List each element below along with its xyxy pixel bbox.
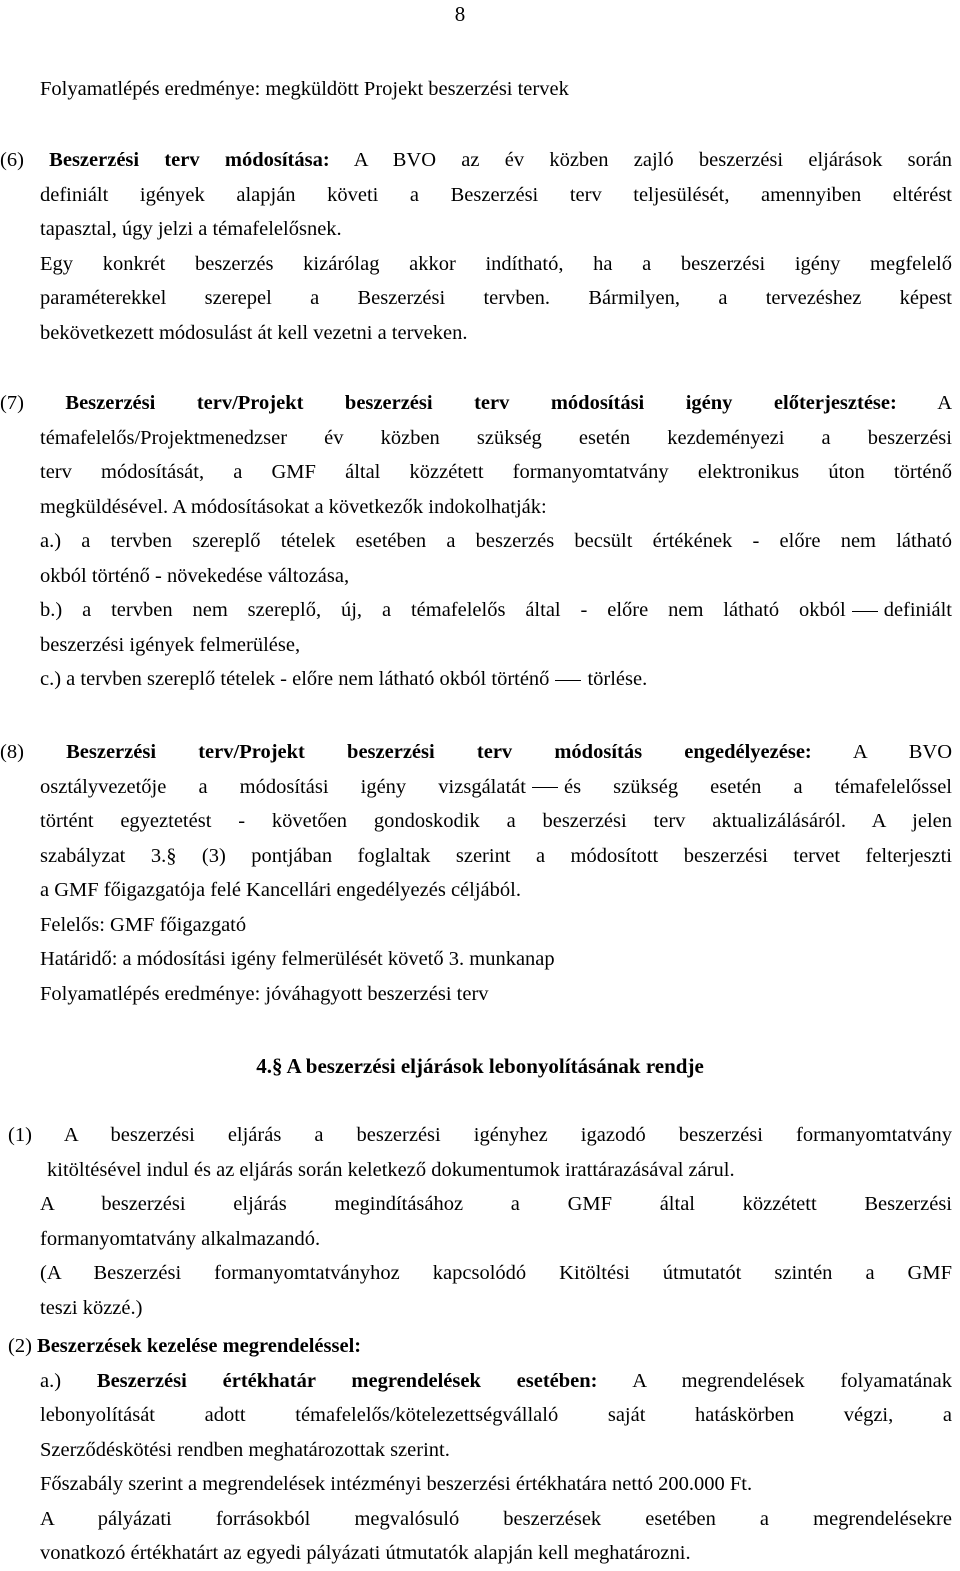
em-dash [532,787,558,788]
paragraph-number: (2) [8,1335,32,1357]
paragraph-number: (8) [0,741,24,763]
section-heading: 4.§ A beszerzési eljárások lebonyolításának rendje [256,1054,704,1078]
paragraph-number: (1) [8,1124,32,1146]
section4-paragraph-1: (1) A beszerzési eljárás a beszerzési igényhez igazodó beszerzési formanyomtatvány kitöltésével indul és az eljárás során keletkező dokumentumok irattárazásával zárul. A beszerzési eljárás megindításához a GMF által közzétett Beszerzési formanyomtatvány alkalmazandó. (A Beszerzési formanyomtatványhoz kapcsolódó Kitöltési útmutatót szintén a GMF teszi közzé.) [8,1124,952,1319]
page-number: 8 [454,2,466,26]
result-line-2: Folyamatlépés eredménye: jóváhagyott beszerzési terv [40,982,489,1005]
paragraph-title: Beszerzési terv/Projekt beszerzési terv módosítás engedélyezése: [66,741,812,763]
em-dash [852,611,878,612]
responsible-line: Felelős: GMF főigazgató [40,913,247,936]
deadline-line: Határidő: a módosítási igény felmerülését követő 3. munkanap [40,948,555,970]
paragraph-title: Beszerzési terv módosítása: [49,149,330,171]
list-item-b: b.) a tervben nem szereplő, új, a témafelelős által - előre nem látható okból definiált [40,599,952,621]
list-item-a: a.) a tervben szereplő tételek esetében a beszerzés becsült értékének - előre nem látható [40,530,952,552]
section4-paragraph-2: (2) Beszerzések kezelése megrendeléssel: a.) Beszerzési értékhatár megrendelések esetében: A megrendelések folyamatának lebonyolítását adott témafelelős/kötelezettségvállaló saját hatáskörben végzi, a Szerződéskötési rendben meghatározottak szerint. Főszabály szerint a megrendelések intézményi beszerzési értékhatára nettó 200.000 Ft. A pályázati forrásokból megvalósuló beszerzések esetében a megrendelésekre vonatkozó értékhatárt az egyedi pályázati útmutatók alapján kell meghatározni. [8,1335,952,1564]
list-item-c: c.) a tervben szereplő tételek - előre nem látható okból történő törlése. [40,668,648,690]
paragraph-number: (7) [0,392,24,414]
paragraph-8: (8) Beszerzési terv/Projekt beszerzési terv módosítás engedélyezése: A BVO osztályvezetője a módosítási igény vizsgálatát és szükség esetén a témafelelőssel történt egyeztetést - követően gondoskodik a beszerzési terv aktualizálásáról. A jelen szabályzat 3.§ (3) pontjában foglaltak szerint a módosított beszerzési tervet felterjeszti a GMF főigazgatója felé Kancellári engedélyezés céljából. Felelős: GMF főigazgató Határidő: a módosítási igény felmerülését követő 3. munkanap Folyamatlépés eredménye: jóváhagyott beszerzési terv [40,735,952,1011]
paragraph-title: Beszerzési terv/Projekt beszerzési terv módosítási igény előterjesztése: [65,392,897,414]
em-dash [555,680,581,681]
paragraph-title: Beszerzések kezelése megrendeléssel: [37,1335,362,1357]
paragraph-number: (6) [0,149,24,171]
result-line-1: Folyamatlépés eredménye: megküldött Projekt beszerzési tervek [40,78,569,100]
paragraph-6: (6) Beszerzési terv módosítása: A BVO az év közben zajló beszerzési eljárások során definiált igények alapján követi a Beszerzési terv teljesülését, amennyiben eltérést tapasztal, úgy jelzi a témafelelősnek. Egy konkrét beszerzés kizárólag akkor indítható, ha a beszerzési igény megfelelő paraméterekkel szerepel a Beszerzési tervben. Bármilyen, a tervezéshez képest bekövetkezett módosulást át kell vezetni a terveken. [0,149,952,344]
paragraph-7: (7) Beszerzési terv/Projekt beszerzési terv módosítási igény előterjesztése: A témafelelős/Projektmenedzser év közben szükség esetén kezdeményezi a beszerzési terv módosítását, a GMF által közzétett formanyomtatvány elektronikus úton történő megküldésével. A módosításokat a következők indokolhatják: a.) a tervben szereplő tételek esetében a beszerzés becsült értékének - előre nem látható okból történő - növekedése változása, b.) a tervben nem szereplő, új, a témafelelős által - előre nem látható okból definiált beszerzési igények felmerülése, c.) a tervben szereplő tételek - előre nem látható okból történő törlése. [40,386,952,697]
